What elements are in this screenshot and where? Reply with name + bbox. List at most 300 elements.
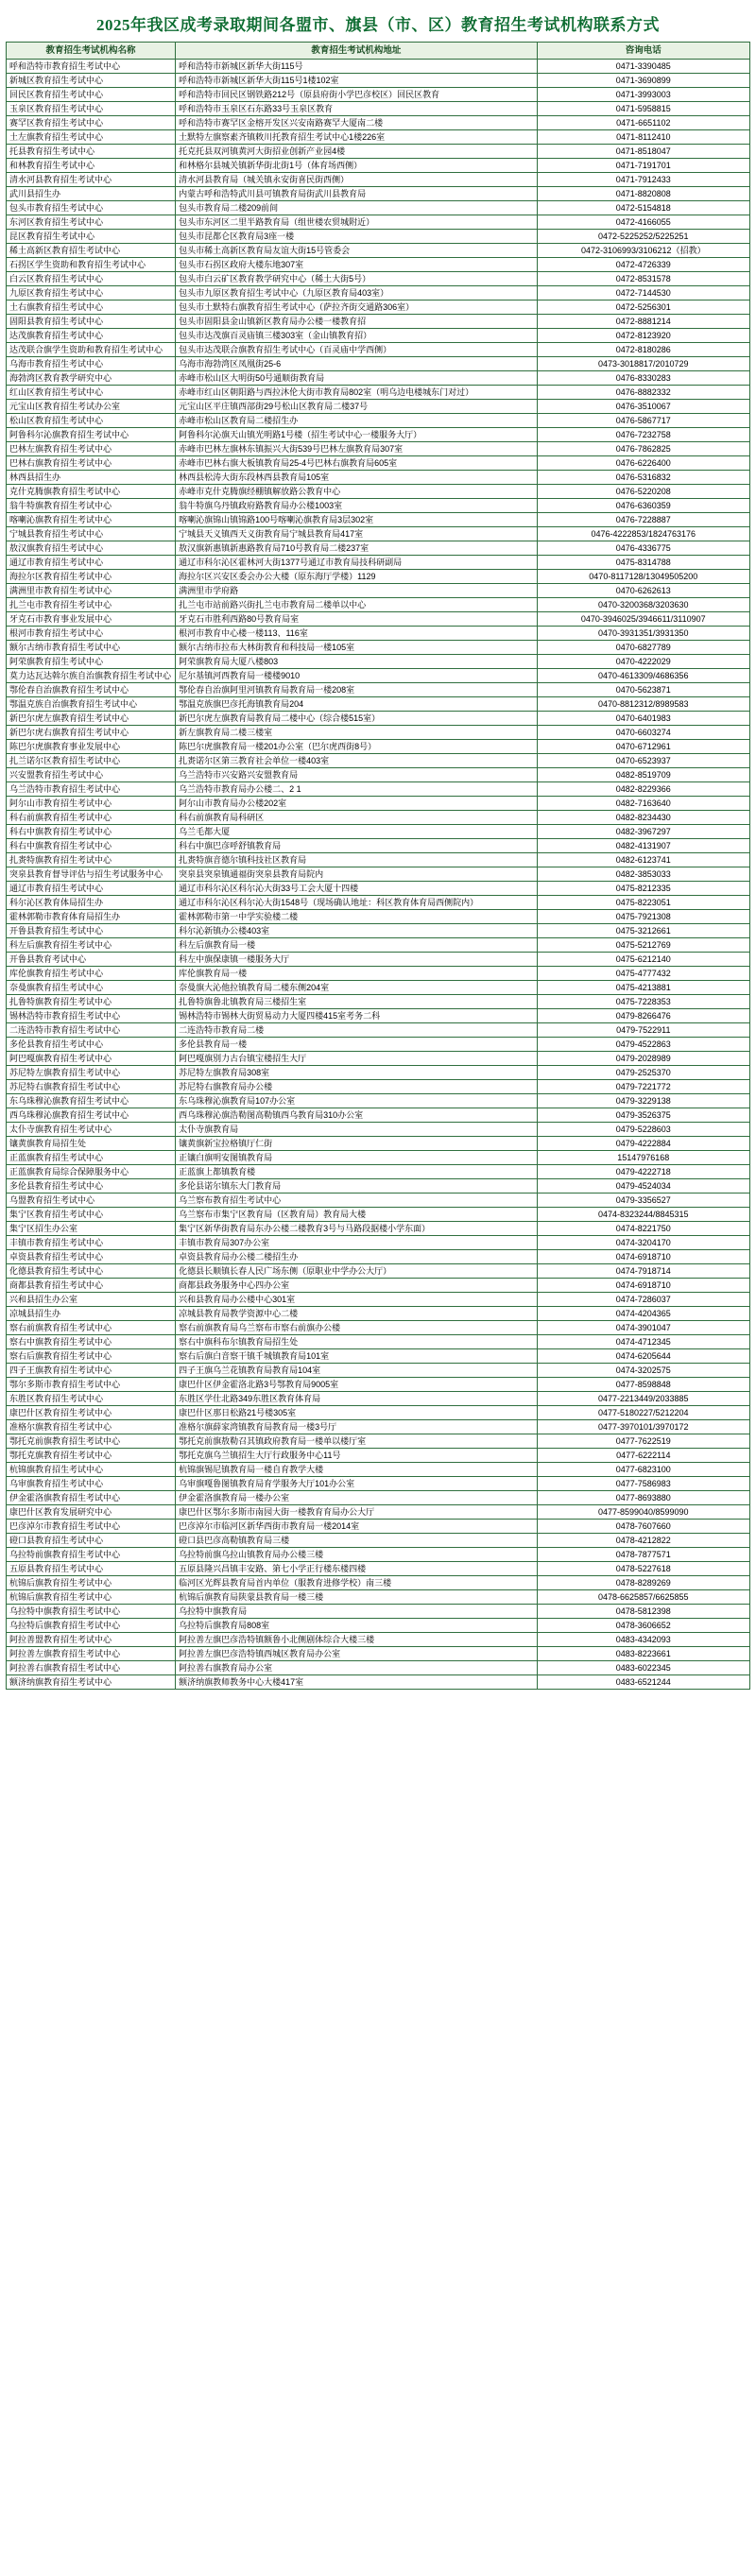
table-row [7, 371, 750, 386]
table-row [7, 1293, 750, 1307]
agency-phone: 0470-4613309/4686356 [537, 669, 749, 683]
agency-name: 库伦旗教育招生考试中心 [7, 967, 176, 981]
table-row [7, 740, 750, 754]
agency-phone: 0470-6827789 [537, 641, 749, 655]
table-row [7, 953, 750, 967]
agency-address: 乌拉特后旗教育局808室 [176, 1619, 537, 1633]
agency-address: 额尔古纳市拉布大林街教育和科技局一楼105室 [176, 641, 537, 655]
agency-address: 卓资县教育局办公楼二楼招生办 [176, 1250, 537, 1264]
agency-phone: 0470-3931351/3931350 [537, 627, 749, 641]
agency-address: 翁牛特旗乌丹镇政府路教育局办公楼1003室 [176, 499, 537, 513]
agency-name: 根河市教育招生考试中心 [7, 627, 176, 641]
agency-phone: 0471-5958815 [537, 102, 749, 116]
agency-phone: 0475-4213881 [537, 981, 749, 995]
agency-phone: 0479-5228603 [537, 1123, 749, 1137]
table-row [7, 485, 750, 499]
agency-address: 敖汉旗新惠镇新惠路教育局710号教育局二楼237室 [176, 541, 537, 556]
agency-phone: 0472-4726339 [537, 258, 749, 272]
agency-phone: 0476-6360359 [537, 499, 749, 513]
agency-address: 乌兰浩特市教育局办公楼二、2 1 [176, 782, 537, 797]
agency-name: 回民区教育招生考试中心 [7, 88, 176, 102]
table-row [7, 910, 750, 924]
agency-phone: 0477-5180227/5212204 [537, 1406, 749, 1420]
table-row [7, 145, 750, 159]
agency-name: 固阳县教育招生考试中心 [7, 315, 176, 329]
agency-name: 康巴什区教育招生考试中心 [7, 1406, 176, 1420]
table-row [7, 1123, 750, 1137]
agency-name: 鄂伦春自治旗教育招生考试中心 [7, 683, 176, 697]
agency-address: 凉城县教育局教学资源中心二楼 [176, 1307, 537, 1321]
agency-phone: 0476-8882332 [537, 386, 749, 400]
agency-address: 包头市达茂旗百灵庙镇三楼303室（金山镇教育招） [176, 329, 537, 343]
agency-name: 开鲁县教育考试中心 [7, 953, 176, 967]
agency-name: 巴林右旗教育招生考试中心 [7, 456, 176, 471]
agency-address: 鄂托克前旗敖勒召其镇政府教育局一楼单以楼厅室 [176, 1434, 537, 1449]
table-row [7, 1052, 750, 1066]
agency-phone: 0470-6523937 [537, 754, 749, 768]
table-row [7, 754, 750, 768]
agency-name: 扎兰诺尔区教育招生考试中心 [7, 754, 176, 768]
agency-address: 阿拉善左旗巴彦浩特镇额鲁小北侧剧体综合大楼三楼 [176, 1633, 537, 1647]
agency-phone: 0471-7191701 [537, 159, 749, 173]
agency-phone: 0477-3970101/3970172 [537, 1420, 749, 1434]
agency-name: 昆区教育招生考试中心 [7, 230, 176, 244]
agency-name: 科左后旗教育招生考试中心 [7, 938, 176, 953]
table-row [7, 782, 750, 797]
agency-phone: 0472-8881214 [537, 315, 749, 329]
agency-name: 额济纳旗教育招生考试中心 [7, 1675, 176, 1690]
agency-name: 科右中旗教育招生考试中心 [7, 839, 176, 853]
agency-name: 多伦县教育招生考试中心 [7, 1038, 176, 1052]
agency-address: 锡林浩特市锡林大街贸易动力大厦四楼415室考务二科 [176, 1009, 537, 1023]
agency-address: 乌审旗嘎鲁图镇教育局育学服务大厅101办公室 [176, 1477, 537, 1491]
agency-address: 察右中旗科布尔镇教育局招生处 [176, 1335, 537, 1349]
agency-phone: 0475-3212661 [537, 924, 749, 938]
agency-phone: 0478-8289269 [537, 1576, 749, 1590]
agency-phone: 0470-8117128/13049505200 [537, 570, 749, 584]
table-row [7, 1406, 750, 1420]
table-row [7, 1434, 750, 1449]
agency-phone: 0472-8180286 [537, 343, 749, 357]
table-row [7, 1661, 750, 1675]
table-row [7, 1179, 750, 1194]
table-row [7, 1038, 750, 1052]
agency-phone: 0477-6222114 [537, 1449, 749, 1463]
agency-address: 杭锦旗锡尼镇教育局一楼自育教学大楼 [176, 1463, 537, 1477]
table-row [7, 1576, 750, 1590]
agency-phone: 0470-6401983 [537, 712, 749, 726]
agency-name: 玉泉区教育招生考试中心 [7, 102, 176, 116]
agency-name: 科尔沁区教育体局招生办 [7, 896, 176, 910]
agency-phone: 0479-7221772 [537, 1080, 749, 1094]
table-row [7, 867, 750, 882]
agency-phone: 0483-6521244 [537, 1675, 749, 1690]
agency-name: 和林教育招生考试中心 [7, 159, 176, 173]
agency-phone: 0476-7232758 [537, 428, 749, 442]
table-row [7, 669, 750, 683]
table-row [7, 527, 750, 541]
agency-name: 陈巴尔虎旗教育事业发展中心 [7, 740, 176, 754]
agency-name: 集宁区招生办公室 [7, 1222, 176, 1236]
agency-name: 太仆寺旗教育招生考试中心 [7, 1123, 176, 1137]
agency-address: 包头市东河区二里半路教育局（组世楼农贸城附近） [176, 215, 537, 230]
table-row [7, 995, 750, 1009]
agency-phone: 0482-8519709 [537, 768, 749, 782]
table-row [7, 1548, 750, 1562]
agency-phone: 0479-3356527 [537, 1194, 749, 1208]
table-row [7, 116, 750, 130]
agency-name: 鄂托克旗教育招生考试中心 [7, 1449, 176, 1463]
table-row [7, 1449, 750, 1463]
agency-name: 新巴尔虎右旗教育招生考试中心 [7, 726, 176, 740]
agency-address: 陈巴尔虎旗教育局一楼201办公室（巴尔虎西街8号） [176, 740, 537, 754]
agency-address: 乌兰毛都大厦 [176, 825, 537, 839]
agency-name: 红山区教育招生考试中心 [7, 386, 176, 400]
agency-address: 呼和浩特市玉泉区石东路33号玉泉区教育 [176, 102, 537, 116]
agency-address: 东乌珠穆沁旗教育局107办公室 [176, 1094, 537, 1108]
agency-phone: 0479-7522911 [537, 1023, 749, 1038]
agency-name: 四子王旗教育招生考试中心 [7, 1364, 176, 1378]
agency-address: 呼和浩特市回民区钢铁路212号（原县府街小学巴彦校区）回民区教育 [176, 88, 537, 102]
table-row [7, 1520, 750, 1534]
agency-address: 科右前旗教育局科研区 [176, 811, 537, 825]
table-row [7, 343, 750, 357]
agency-address: 林西县松涛大街东段林西县教育局105室 [176, 471, 537, 485]
agency-phone: 0476-7228887 [537, 513, 749, 527]
agency-name: 达茂旗教育招生考试中心 [7, 329, 176, 343]
agency-name: 集宁区教育招生考试中心 [7, 1208, 176, 1222]
agency-address: 突泉县突泉镇通福街突泉县教育局院内 [176, 867, 537, 882]
agency-address: 元宝山区平庄镇西部街29号松山区教育局二楼37号 [176, 400, 537, 414]
table-row [7, 1009, 750, 1023]
agency-name: 武川县招生办 [7, 187, 176, 201]
agency-name: 牙克石市教育事业发展中心 [7, 612, 176, 627]
agency-name: 阿鲁科尔沁旗教育招生考试中心 [7, 428, 176, 442]
agency-phone: 0475-8314788 [537, 556, 749, 570]
table-row [7, 456, 750, 471]
agency-address: 多伦县诺尔镇东大门教育局 [176, 1179, 537, 1194]
agency-phone: 0474-6918710 [537, 1279, 749, 1293]
agency-phone: 0478-4212822 [537, 1534, 749, 1548]
agency-address: 乌拉特前旗乌拉山镇教育局办公楼三楼 [176, 1548, 537, 1562]
table-row [7, 1675, 750, 1690]
agency-address: 扎赉诺尔区第三教育社会单位一楼403室 [176, 754, 537, 768]
agency-address: 苏尼特左旗教育局308室 [176, 1066, 537, 1080]
agency-name: 敖汉旗教育招生考试中心 [7, 541, 176, 556]
agency-address: 察右后旗白音察干镇千城镇教育局101室 [176, 1349, 537, 1364]
table-row [7, 1477, 750, 1491]
agency-address: 阿巴嘎旗别力古台镇宝楼招生大厅 [176, 1052, 537, 1066]
agency-phone: 0476-3510067 [537, 400, 749, 414]
agency-address: 海拉尔区兴安区委会办公大楼（原东海厅学楼）1129 [176, 570, 537, 584]
agency-address: 正蓝旗上都镇教育楼 [176, 1165, 537, 1179]
table-row [7, 1335, 750, 1349]
agency-phone: 15147976168 [537, 1151, 749, 1165]
agency-phone: 0479-4222884 [537, 1137, 749, 1151]
table-row [7, 1137, 750, 1151]
table-row [7, 173, 750, 187]
agency-address: 科左后旗教育局一楼 [176, 938, 537, 953]
agency-name: 乌兰浩特市教育招生考试中心 [7, 782, 176, 797]
page-title: 2025年我区成考录取期间各盟市、旗县（市、区）教育招生考试机构联系方式 [96, 16, 660, 34]
agency-phone: 0477-7586983 [537, 1477, 749, 1491]
agency-address: 宁城县天义镇西天义街教育局宁城县教育局417室 [176, 527, 537, 541]
agency-name: 元宝山区教育招生考试办公室 [7, 400, 176, 414]
table-row [7, 797, 750, 811]
agency-address: 额济纳旗教师教务中心大楼417室 [176, 1675, 537, 1690]
agency-name: 额尔古纳市教育招生考试中心 [7, 641, 176, 655]
agency-address: 化德县长顺镇长春人民广场东侧（原职业中学办公大厅） [176, 1264, 537, 1279]
agency-phone: 0472-5154818 [537, 201, 749, 215]
agency-phone: 0471-8820808 [537, 187, 749, 201]
table-row [7, 258, 750, 272]
agency-address: 科尔沁新镇办公楼403室 [176, 924, 537, 938]
agency-name: 兴和县招生办公室 [7, 1293, 176, 1307]
agency-phone: 0483-6022345 [537, 1661, 749, 1675]
agency-phone: 0483-8223661 [537, 1647, 749, 1661]
agency-address: 商都县政务服务中心四办公室 [176, 1279, 537, 1293]
table-row [7, 598, 750, 612]
agency-phone: 0474-4204365 [537, 1307, 749, 1321]
agency-name: 阿荣旗教育招生考试中心 [7, 655, 176, 669]
agency-address: 康巴什区伊金霍洛北路3号鄂教育局9005室 [176, 1378, 537, 1392]
agency-name: 乌海市教育招生考试中心 [7, 357, 176, 371]
agency-address: 五原县隆兴昌镇丰安路、第七小学正行楼东楼四楼 [176, 1562, 537, 1576]
agency-address: 和林格尔县城关镇新华街北街1号（体育场西侧） [176, 159, 537, 173]
agency-phone: 0476-5220208 [537, 485, 749, 499]
agency-phone: 0474-3202575 [537, 1364, 749, 1378]
agency-address: 喀喇沁旗锦山镇锦路100号喀喇沁旗教育局3层302室 [176, 513, 537, 527]
table-row [7, 1605, 750, 1619]
agency-address: 阿拉善右旗教育局办公室 [176, 1661, 537, 1675]
table-row [7, 584, 750, 598]
agency-name: 阿拉善右旗教育招生考试中心 [7, 1661, 176, 1675]
table-row [7, 967, 750, 981]
table-row [7, 1279, 750, 1293]
agency-phone: 0477-6823100 [537, 1463, 749, 1477]
agency-name: 科右前旗教育招生考试中心 [7, 811, 176, 825]
agency-name: 西乌珠穆沁旗教育招生考试中心 [7, 1108, 176, 1123]
agency-name: 伊金霍洛旗教育招生考试中心 [7, 1491, 176, 1505]
agency-name: 察右中旗教育招生考试中心 [7, 1335, 176, 1349]
agency-phone: 0483-4342093 [537, 1633, 749, 1647]
agency-address: 通辽市科尔沁区霍林河大街1377号通辽市教育局技科研副局 [176, 556, 537, 570]
table-row [7, 1590, 750, 1605]
table-row [7, 428, 750, 442]
agency-phone: 0474-6918710 [537, 1250, 749, 1264]
table-row [7, 825, 750, 839]
agency-name: 鄂托克前旗教育招生考试中心 [7, 1434, 176, 1449]
agency-name: 乌拉特后旗教育招生考试中心 [7, 1619, 176, 1633]
table-row [7, 1562, 750, 1576]
agency-phone: 0479-8266476 [537, 1009, 749, 1023]
agency-phone: 0472-8123920 [537, 329, 749, 343]
agency-address: 巴彦淖尔市临河区新华西街市教育局一楼2014室 [176, 1520, 537, 1534]
agency-address: 阿鲁科尔沁旗天山镇光明路1号楼（招生考试中心一楼服务大厅） [176, 428, 537, 442]
table-row [7, 938, 750, 953]
agency-phone: 0482-6123741 [537, 853, 749, 867]
table-row [7, 60, 750, 74]
agency-phone: 0477-8693880 [537, 1491, 749, 1505]
table-row [7, 1108, 750, 1123]
agency-address: 准格尔旗薛家湾镇教育局教育局一楼3号厅 [176, 1420, 537, 1434]
agency-name: 杭锦后旗教育招生考试中心 [7, 1590, 176, 1605]
table-row [7, 1023, 750, 1038]
agency-phone: 0475-8223051 [537, 896, 749, 910]
table-row [7, 102, 750, 116]
table-row [7, 541, 750, 556]
table-row [7, 683, 750, 697]
table-row [7, 1647, 750, 1661]
agency-name: 阿尔山市教育招生考试中心 [7, 797, 176, 811]
agency-address: 赤峰市红山区朝阳路与西拉沐伦大街市教育局802室（明乌边电楼城东门对过） [176, 386, 537, 400]
agency-address: 托克托县双河镇黄河大街招业创新产业园4楼 [176, 145, 537, 159]
table-row [7, 513, 750, 527]
table-row [7, 641, 750, 655]
agency-name: 新城区教育招生考试中心 [7, 74, 176, 88]
agency-name: 镶黄旗教育局招生处 [7, 1137, 176, 1151]
agency-address: 赤峰市巴林右旗大板镇教育局25-4号巴林右旗教育局605室 [176, 456, 537, 471]
table-row [7, 400, 750, 414]
agency-name: 兴安盟教育招生考试中心 [7, 768, 176, 782]
agency-name: 乌盟教育招生考试中心 [7, 1194, 176, 1208]
agency-phone: 0482-3967297 [537, 825, 749, 839]
agency-phone: 0474-4712345 [537, 1335, 749, 1349]
table-row [7, 1165, 750, 1179]
agency-address: 科左中旗保康镇一楼服务大厅 [176, 953, 537, 967]
agency-name: 正蓝旗教育招生考试中心 [7, 1151, 176, 1165]
agency-phone: 0474-3901047 [537, 1321, 749, 1335]
table-row [7, 386, 750, 400]
agency-address: 伊金霍洛旗教育局一楼办公室 [176, 1491, 537, 1505]
agency-phone: 0475-7921308 [537, 910, 749, 924]
agency-name: 苏尼特右旗教育招生考试中心 [7, 1080, 176, 1094]
agency-phone: 0479-2525370 [537, 1066, 749, 1080]
agency-name: 通辽市教育招生考试中心 [7, 882, 176, 896]
agency-name: 海勃湾区教育教学研究中心 [7, 371, 176, 386]
agency-address: 镶黄旗新宝拉格镇厅仁街 [176, 1137, 537, 1151]
agency-address: 东胜区学仕北路349东胜区教育体育局 [176, 1392, 537, 1406]
table-row [7, 286, 750, 301]
table-body [7, 60, 750, 1690]
agency-address: 乌拉特中旗教育局 [176, 1605, 537, 1619]
agency-name: 准格尔旗教育招生考试中心 [7, 1420, 176, 1434]
agency-address: 苏尼特右旗教育局办公楼 [176, 1080, 537, 1094]
table-row [7, 1066, 750, 1080]
table-row [7, 187, 750, 201]
agency-phone: 0482-7163640 [537, 797, 749, 811]
agency-name: 乌拉特中旗教育招生考试中心 [7, 1605, 176, 1619]
agency-name: 二连浩特市教育招生考试中心 [7, 1023, 176, 1038]
agency-phone: 0475-8212335 [537, 882, 749, 896]
agency-address: 新左旗教育局二楼三楼室 [176, 726, 537, 740]
agency-phone: 0477-8599040/8599090 [537, 1505, 749, 1520]
agency-phone: 0478-3606652 [537, 1619, 749, 1633]
agency-name: 东乌珠穆沁旗教育招生考试中心 [7, 1094, 176, 1108]
table-row [7, 201, 750, 215]
agency-phone: 0482-8234430 [537, 811, 749, 825]
agency-name: 通辽市教育招生考试中心 [7, 556, 176, 570]
agency-name: 巴彦淖尔市教育招生考试中心 [7, 1520, 176, 1534]
table-row [7, 1491, 750, 1505]
table-row [7, 1534, 750, 1548]
agency-phone: 0476-5316832 [537, 471, 749, 485]
agency-address: 乌兰察布教育招生考试中心 [176, 1194, 537, 1208]
agency-phone: 0479-2028989 [537, 1052, 749, 1066]
table-row [7, 612, 750, 627]
agency-name: 乌审旗教育招生考试中心 [7, 1477, 176, 1491]
agency-address: 多伦县教育局一楼 [176, 1038, 537, 1052]
agency-address: 临河区光辉县教育局首内单位（服教育进修学校）南三楼 [176, 1576, 537, 1590]
agency-address: 清水河县教育局（城关镇永安街喜民街西侧） [176, 173, 537, 187]
agency-address: 通辽市科尔沁区科尔沁大街33号工会大厦十四楼 [176, 882, 537, 896]
agency-phone: 0476-7862825 [537, 442, 749, 456]
agency-address: 包头市达茂联合旗教育招生考试中心（百灵庙中学西侧） [176, 343, 537, 357]
agency-phone: 0475-6212140 [537, 953, 749, 967]
table-row [7, 1080, 750, 1094]
agency-name: 霍林郭勒市教育体育局招生办 [7, 910, 176, 924]
agency-address: 包头市白云矿区教育教学研究中心（稀土大街5号） [176, 272, 537, 286]
agency-address: 正镶白旗明安图镇教育局 [176, 1151, 537, 1165]
table-header-row [7, 43, 750, 60]
table-row [7, 853, 750, 867]
agency-phone: 0482-4131907 [537, 839, 749, 853]
agency-phone: 0479-3229138 [537, 1094, 749, 1108]
agency-name: 商都县教育招生考试中心 [7, 1279, 176, 1293]
agency-name: 满洲里市教育招生考试中心 [7, 584, 176, 598]
agency-phone: 0472-4166055 [537, 215, 749, 230]
table-row [7, 1378, 750, 1392]
agency-name: 突泉县教育督导评估与招生考试服务中心 [7, 867, 176, 882]
agency-phone: 0474-7918714 [537, 1264, 749, 1279]
agency-phone: 0482-8229366 [537, 782, 749, 797]
agency-address: 根河市教育中心楼一楼113、116室 [176, 627, 537, 641]
agency-phone: 0471-3390485 [537, 60, 749, 74]
agency-address: 乌兰察布市集宁区教育局（区教育局）教育局大楼 [176, 1208, 537, 1222]
agency-address: 丰镇市教育局307办公室 [176, 1236, 537, 1250]
agency-address: 太仆寺旗教育局 [176, 1123, 537, 1137]
agency-name: 卓资县教育招生考试中心 [7, 1250, 176, 1264]
table-row [7, 1151, 750, 1165]
table-row [7, 1321, 750, 1335]
agency-address: 呼和浩特市赛罕区金榕开发区兴安南路赛罕大厦南二楼 [176, 116, 537, 130]
agency-phone: 0471-7912433 [537, 173, 749, 187]
table-row [7, 244, 750, 258]
agency-address: 呼和浩特市新城区新华大街115号1楼102室 [176, 74, 537, 88]
table-row [7, 1463, 750, 1477]
agency-name: 达茂联合旗学生资助和教育招生考试中心 [7, 343, 176, 357]
agency-address: 兴和县教育局办公楼中心301室 [176, 1293, 537, 1307]
table-row [7, 981, 750, 995]
agency-name: 莫力达瓦达斡尔族自治旗教育招生考试中心 [7, 669, 176, 683]
agency-name: 白云区教育招生考试中心 [7, 272, 176, 286]
agency-name: 正蓝旗教育局综合保障服务中心 [7, 1165, 176, 1179]
agency-address: 呼和浩特市新城区新华大街115号 [176, 60, 537, 74]
agency-phone: 0477-2213449/2033885 [537, 1392, 749, 1406]
agency-phone: 0478-6625857/6625855 [537, 1590, 749, 1605]
agency-phone: 0479-4222718 [537, 1165, 749, 1179]
agency-address: 尼尔基镇河西教育局一楼楼9010 [176, 669, 537, 683]
agency-address: 奈曼旗大沁他拉镇教育局二楼东侧204室 [176, 981, 537, 995]
agency-phone: 0474-7286037 [537, 1293, 749, 1307]
table-row [7, 357, 750, 371]
agency-address: 康巴什区那日松路21号楼305室 [176, 1406, 537, 1420]
agency-phone: 0474-8221750 [537, 1222, 749, 1236]
agency-name: 新巴尔虎左旗教育招生考试中心 [7, 712, 176, 726]
agency-phone: 0470-8812312/8989583 [537, 697, 749, 712]
agency-address: 赤峰市克什克腾旗经棚镇解放路公教育中心 [176, 485, 537, 499]
agency-address: 包头市石拐区政府大楼东地307室 [176, 258, 537, 272]
